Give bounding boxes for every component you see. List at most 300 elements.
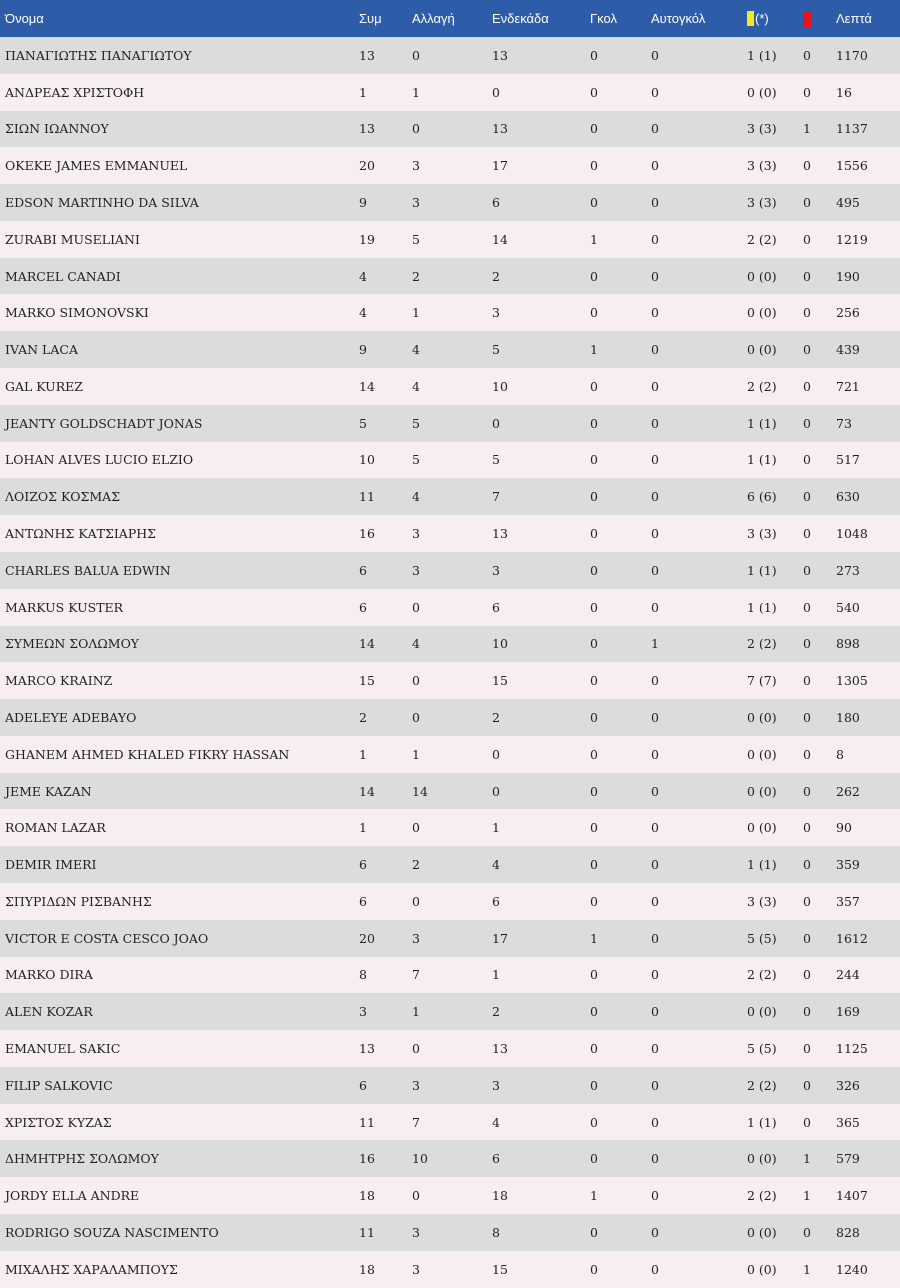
cell-starting: 0	[492, 415, 500, 431]
cell-minutes: 517	[836, 452, 860, 468]
cell-own-goals: 0	[651, 121, 659, 137]
cell-appearances: 15	[359, 673, 375, 689]
cell-appearances: 11	[359, 1114, 375, 1130]
cell-minutes: 495	[836, 195, 860, 211]
cell-own-goals: 0	[651, 930, 659, 946]
cell-yellow-cards: 3 (3)	[747, 526, 777, 542]
table-row	[0, 1067, 900, 1104]
cell-minutes: 326	[836, 1077, 860, 1093]
cell-yellow-cards: 0 (0)	[747, 783, 777, 799]
cell-minutes: 1556	[836, 158, 868, 174]
cell-player-name: GHANEM AHMED KHALED FIKRY HASSAN	[5, 746, 290, 762]
cell-player-name: MARKUS KUSTER	[5, 599, 124, 615]
cell-goals: 0	[590, 378, 598, 394]
cell-own-goals: 0	[651, 893, 659, 909]
column-header-red-cards[interactable]	[798, 0, 831, 37]
cell-appearances: 5	[359, 415, 367, 431]
table-row	[0, 1140, 900, 1177]
cell-goals: 1	[590, 231, 598, 247]
cell-red-cards: 0	[803, 709, 811, 725]
column-header-yellow-cards[interactable]	[742, 0, 798, 37]
cell-starting: 8	[492, 1224, 500, 1240]
table-row	[0, 74, 900, 111]
cell-minutes: 180	[836, 709, 860, 725]
cell-appearances: 14	[359, 636, 375, 652]
table-row	[0, 37, 900, 74]
table-row	[0, 515, 900, 552]
cell-own-goals: 0	[651, 47, 659, 63]
cell-substitute: 3	[412, 930, 420, 946]
table-row	[0, 957, 900, 994]
cell-player-name: MARCEL CANADI	[5, 268, 121, 284]
cell-minutes: 357	[836, 893, 860, 909]
cell-appearances: 1	[359, 746, 367, 762]
cell-substitute: 5	[412, 452, 420, 468]
cell-goals: 0	[590, 268, 598, 284]
table-row	[0, 626, 900, 663]
column-header-sub[interactable]: Αλλαγή	[412, 11, 455, 26]
cell-starting: 13	[492, 1040, 508, 1056]
cell-red-cards: 0	[803, 636, 811, 652]
table-row	[0, 111, 900, 148]
cell-own-goals: 0	[651, 709, 659, 725]
column-header-own-goals[interactable]: Αυτογκόλ	[651, 11, 706, 26]
cell-player-name: VICTOR E COSTA CESCO JOAO	[5, 930, 209, 946]
table-row	[0, 1177, 900, 1214]
table-row	[0, 331, 900, 368]
cell-minutes: 190	[836, 268, 860, 284]
cell-goals: 0	[590, 121, 598, 137]
cell-minutes: 1048	[836, 526, 868, 542]
table-row	[0, 773, 900, 810]
cell-minutes: 1612	[836, 930, 868, 946]
cell-yellow-cards: 0 (0)	[747, 709, 777, 725]
cell-minutes: 1137	[836, 121, 868, 137]
cell-substitute: 3	[412, 1077, 420, 1093]
cell-substitute: 4	[412, 342, 420, 358]
cell-red-cards: 0	[803, 673, 811, 689]
cell-yellow-cards: 0 (0)	[747, 1224, 777, 1240]
cell-starting: 6	[492, 893, 500, 909]
cell-substitute: 1	[412, 1004, 420, 1020]
cell-player-name: RODRIGO SOUZA NASCIMENTO	[5, 1224, 219, 1240]
cell-substitute: 3	[412, 526, 420, 542]
cell-starting: 0	[492, 84, 500, 100]
cell-appearances: 3	[359, 1004, 367, 1020]
cell-red-cards: 0	[803, 930, 811, 946]
cell-player-name: ΑΝΔΡΕΑΣ ΧΡΙΣΤΟΦΗ	[5, 84, 145, 100]
table-row	[0, 442, 900, 479]
cell-substitute: 0	[412, 893, 420, 909]
table-row	[0, 405, 900, 442]
cell-starting: 10	[492, 378, 508, 394]
cell-starting: 4	[492, 1114, 500, 1130]
yellow-card-icon	[747, 11, 754, 26]
red-card-icon	[803, 11, 811, 27]
cell-yellow-cards: 0 (0)	[747, 84, 777, 100]
cell-substitute: 0	[412, 121, 420, 137]
cell-own-goals: 0	[651, 820, 659, 836]
cell-substitute: 7	[412, 1114, 420, 1130]
cell-own-goals: 0	[651, 1188, 659, 1204]
cell-player-name: ΧΡΙΣΤΟΣ ΚΥΖΑΣ	[5, 1114, 112, 1130]
cell-minutes: 1125	[836, 1040, 868, 1056]
table-header-row	[0, 0, 900, 37]
cell-player-name: ALEN KOZAR	[5, 1004, 93, 1020]
cell-substitute: 0	[412, 599, 420, 615]
cell-red-cards: 0	[803, 820, 811, 836]
cell-goals: 0	[590, 1040, 598, 1056]
cell-appearances: 13	[359, 1040, 375, 1056]
cell-starting: 15	[492, 1261, 508, 1277]
cell-appearances: 16	[359, 1151, 375, 1167]
cell-appearances: 2	[359, 709, 367, 725]
cell-appearances: 6	[359, 562, 367, 578]
cell-yellow-cards: 2 (2)	[747, 378, 777, 394]
cell-own-goals: 0	[651, 231, 659, 247]
cell-red-cards: 0	[803, 489, 811, 505]
cell-own-goals: 0	[651, 1114, 659, 1130]
cell-starting: 2	[492, 1004, 500, 1020]
cell-appearances: 9	[359, 342, 367, 358]
cell-goals: 0	[590, 820, 598, 836]
cell-goals: 0	[590, 746, 598, 762]
cell-appearances: 10	[359, 452, 375, 468]
cell-goals: 0	[590, 452, 598, 468]
cell-player-name: ΣΙΩΝ ΙΩΑΝΝΟΥ	[5, 121, 109, 137]
cell-red-cards: 0	[803, 783, 811, 799]
column-header-name[interactable]: Όνομα	[5, 11, 44, 26]
cell-starting: 7	[492, 489, 500, 505]
cell-goals: 0	[590, 893, 598, 909]
cell-substitute: 0	[412, 820, 420, 836]
cell-own-goals: 0	[651, 268, 659, 284]
cell-minutes: 1240	[836, 1261, 868, 1277]
table-row	[0, 294, 900, 331]
table-row	[0, 589, 900, 626]
cell-player-name: ΑΝΤΩΝΗΣ ΚΑΤΣΙΑΡΗΣ	[5, 526, 156, 542]
cell-player-name: ROMAN LAZAR	[5, 820, 106, 836]
table-row	[0, 920, 900, 957]
cell-yellow-cards: 1 (1)	[747, 1114, 777, 1130]
cell-player-name: ΠΑΝΑΓΙΩΤΗΣ ΠΑΝΑΓΙΩΤΟΥ	[5, 47, 192, 63]
cell-yellow-cards: 3 (3)	[747, 893, 777, 909]
cell-substitute: 0	[412, 709, 420, 725]
cell-appearances: 8	[359, 967, 367, 983]
cell-substitute: 3	[412, 1261, 420, 1277]
cell-goals: 0	[590, 195, 598, 211]
cell-own-goals: 0	[651, 452, 659, 468]
cell-minutes: 1407	[836, 1188, 868, 1204]
cell-yellow-cards: 0 (0)	[747, 1004, 777, 1020]
cell-substitute: 1	[412, 305, 420, 321]
cell-substitute: 0	[412, 1188, 420, 1204]
cell-yellow-cards: 5 (5)	[747, 930, 777, 946]
cell-yellow-cards: 3 (3)	[747, 195, 777, 211]
cell-own-goals: 0	[651, 783, 659, 799]
cell-starting: 1	[492, 820, 500, 836]
cell-substitute: 1	[412, 84, 420, 100]
cell-starting: 2	[492, 709, 500, 725]
cell-appearances: 18	[359, 1188, 375, 1204]
cell-red-cards: 0	[803, 158, 811, 174]
cell-player-name: EMANUEL SAKIC	[5, 1040, 121, 1056]
cell-starting: 15	[492, 673, 508, 689]
cell-minutes: 828	[836, 1224, 860, 1240]
table-row	[0, 883, 900, 920]
cell-own-goals: 0	[651, 857, 659, 873]
cell-starting: 17	[492, 930, 508, 946]
cell-player-name: ΣΥΜΕΩΝ ΣΟΛΩΜΟΥ	[5, 636, 140, 652]
table-row	[0, 478, 900, 515]
cell-minutes: 256	[836, 305, 860, 321]
cell-substitute: 7	[412, 967, 420, 983]
cell-red-cards: 1	[803, 1188, 811, 1204]
cell-appearances: 13	[359, 47, 375, 63]
cell-goals: 0	[590, 967, 598, 983]
cell-red-cards: 0	[803, 342, 811, 358]
cell-player-name: GAL KUREZ	[5, 378, 83, 394]
cell-yellow-cards: 2 (2)	[747, 1077, 777, 1093]
table-row	[0, 368, 900, 405]
cell-yellow-cards: 5 (5)	[747, 1040, 777, 1056]
table-row	[0, 1214, 900, 1251]
cell-appearances: 13	[359, 121, 375, 137]
cell-minutes: 540	[836, 599, 860, 615]
yellow-cards-header-suffix: (*)	[755, 11, 769, 26]
cell-appearances: 14	[359, 378, 375, 394]
cell-goals: 0	[590, 709, 598, 725]
cell-red-cards: 0	[803, 195, 811, 211]
cell-red-cards: 1	[803, 121, 811, 137]
cell-yellow-cards: 3 (3)	[747, 121, 777, 137]
cell-minutes: 1170	[836, 47, 868, 63]
cell-starting: 3	[492, 562, 500, 578]
cell-goals: 0	[590, 1114, 598, 1130]
table-row	[0, 846, 900, 883]
cell-player-name: JORDY ELLA ANDRE	[5, 1188, 140, 1204]
cell-starting: 1	[492, 967, 500, 983]
cell-goals: 0	[590, 1224, 598, 1240]
cell-appearances: 6	[359, 893, 367, 909]
cell-yellow-cards: 1 (1)	[747, 562, 777, 578]
cell-yellow-cards: 0 (0)	[747, 1151, 777, 1167]
cell-goals: 0	[590, 1004, 598, 1020]
cell-minutes: 273	[836, 562, 860, 578]
cell-appearances: 6	[359, 1077, 367, 1093]
cell-player-name: LOHAN ALVES LUCIO ELZIO	[5, 452, 194, 468]
cell-own-goals: 0	[651, 195, 659, 211]
cell-yellow-cards: 2 (2)	[747, 231, 777, 247]
cell-goals: 0	[590, 857, 598, 873]
cell-yellow-cards: 0 (0)	[747, 342, 777, 358]
column-header-starting[interactable]: Ενδεκάδα	[492, 11, 549, 26]
cell-red-cards: 0	[803, 599, 811, 615]
cell-appearances: 9	[359, 195, 367, 211]
cell-appearances: 11	[359, 489, 375, 505]
cell-own-goals: 0	[651, 305, 659, 321]
cell-own-goals: 0	[651, 378, 659, 394]
cell-starting: 3	[492, 305, 500, 321]
cell-minutes: 244	[836, 967, 860, 983]
cell-yellow-cards: 1 (1)	[747, 599, 777, 615]
cell-substitute: 0	[412, 47, 420, 63]
cell-appearances: 16	[359, 526, 375, 542]
cell-minutes: 579	[836, 1151, 860, 1167]
cell-substitute: 3	[412, 158, 420, 174]
cell-appearances: 11	[359, 1224, 375, 1240]
cell-own-goals: 0	[651, 489, 659, 505]
cell-substitute: 2	[412, 268, 420, 284]
cell-starting: 14	[492, 231, 508, 247]
cell-appearances: 20	[359, 930, 375, 946]
cell-goals: 1	[590, 930, 598, 946]
cell-player-name: MARKO SIMONOVSKI	[5, 305, 149, 321]
cell-red-cards: 0	[803, 378, 811, 394]
cell-own-goals: 0	[651, 158, 659, 174]
cell-yellow-cards: 1 (1)	[747, 857, 777, 873]
cell-starting: 2	[492, 268, 500, 284]
cell-own-goals: 0	[651, 1151, 659, 1167]
cell-red-cards: 1	[803, 1261, 811, 1277]
table-row	[0, 1030, 900, 1067]
cell-own-goals: 0	[651, 1077, 659, 1093]
cell-red-cards: 0	[803, 268, 811, 284]
cell-own-goals: 0	[651, 84, 659, 100]
cell-minutes: 721	[836, 378, 860, 394]
cell-starting: 13	[492, 47, 508, 63]
cell-minutes: 1305	[836, 673, 868, 689]
cell-player-name: IVAN LACA	[5, 342, 78, 358]
cell-minutes: 16	[836, 84, 852, 100]
cell-red-cards: 0	[803, 1114, 811, 1130]
cell-goals: 0	[590, 783, 598, 799]
cell-yellow-cards: 1 (1)	[747, 415, 777, 431]
table-row	[0, 221, 900, 258]
cell-starting: 6	[492, 599, 500, 615]
cell-appearances: 4	[359, 268, 367, 284]
cell-substitute: 14	[412, 783, 428, 799]
cell-red-cards: 0	[803, 562, 811, 578]
cell-goals: 0	[590, 673, 598, 689]
cell-red-cards: 0	[803, 452, 811, 468]
cell-red-cards: 0	[803, 857, 811, 873]
cell-goals: 0	[590, 1151, 598, 1167]
cell-appearances: 19	[359, 231, 375, 247]
cell-yellow-cards: 3 (3)	[747, 158, 777, 174]
cell-red-cards: 0	[803, 1077, 811, 1093]
cell-goals: 0	[590, 47, 598, 63]
cell-red-cards: 0	[803, 526, 811, 542]
table-row	[0, 809, 900, 846]
cell-red-cards: 0	[803, 1004, 811, 1020]
cell-own-goals: 0	[651, 526, 659, 542]
cell-appearances: 4	[359, 305, 367, 321]
cell-own-goals: 0	[651, 673, 659, 689]
cell-starting: 6	[492, 1151, 500, 1167]
cell-minutes: 439	[836, 342, 860, 358]
cell-player-name: MARKO DIRA	[5, 967, 93, 983]
cell-substitute: 4	[412, 489, 420, 505]
cell-player-name: ΣΠΥΡΙΔΩΝ ΡΙΣΒΑΝΗΣ	[5, 893, 152, 909]
cell-appearances: 1	[359, 84, 367, 100]
column-header-minutes[interactable]: Λεπτά	[836, 11, 872, 26]
cell-player-name: ZURABI MUSELIANI	[5, 231, 140, 247]
cell-goals: 0	[590, 489, 598, 505]
table-row	[0, 184, 900, 221]
table-row	[0, 736, 900, 773]
cell-player-name: JEME KAZAN	[5, 783, 92, 799]
cell-minutes: 8	[836, 746, 844, 762]
cell-goals: 0	[590, 1261, 598, 1277]
cell-starting: 5	[492, 452, 500, 468]
cell-goals: 0	[590, 526, 598, 542]
column-header-goals[interactable]: Γκολ	[590, 11, 617, 26]
cell-goals: 0	[590, 305, 598, 321]
cell-red-cards: 0	[803, 84, 811, 100]
cell-minutes: 1219	[836, 231, 868, 247]
cell-yellow-cards: 0 (0)	[747, 268, 777, 284]
cell-appearances: 1	[359, 820, 367, 836]
cell-yellow-cards: 0 (0)	[747, 820, 777, 836]
cell-substitute: 3	[412, 195, 420, 211]
cell-substitute: 5	[412, 415, 420, 431]
cell-appearances: 18	[359, 1261, 375, 1277]
cell-red-cards: 0	[803, 967, 811, 983]
table-row	[0, 1251, 900, 1288]
cell-substitute: 2	[412, 857, 420, 873]
cell-yellow-cards: 0 (0)	[747, 1261, 777, 1277]
cell-goals: 0	[590, 158, 598, 174]
cell-minutes: 169	[836, 1004, 860, 1020]
cell-minutes: 359	[836, 857, 860, 873]
cell-minutes: 898	[836, 636, 860, 652]
cell-starting: 13	[492, 121, 508, 137]
cell-goals: 1	[590, 342, 598, 358]
cell-yellow-cards: 1 (1)	[747, 47, 777, 63]
cell-own-goals: 0	[651, 1040, 659, 1056]
cell-own-goals: 0	[651, 1261, 659, 1277]
cell-appearances: 14	[359, 783, 375, 799]
cell-goals: 0	[590, 636, 598, 652]
cell-minutes: 262	[836, 783, 860, 799]
cell-own-goals: 0	[651, 342, 659, 358]
cell-starting: 0	[492, 746, 500, 762]
cell-goals: 0	[590, 599, 598, 615]
cell-starting: 10	[492, 636, 508, 652]
cell-own-goals: 1	[651, 636, 659, 652]
cell-red-cards: 0	[803, 893, 811, 909]
column-header-apps[interactable]: Συμ	[359, 11, 382, 26]
cell-appearances: 6	[359, 857, 367, 873]
cell-yellow-cards: 7 (7)	[747, 673, 777, 689]
cell-substitute: 3	[412, 1224, 420, 1240]
cell-own-goals: 0	[651, 967, 659, 983]
cell-red-cards: 0	[803, 1224, 811, 1240]
cell-goals: 0	[590, 415, 598, 431]
cell-red-cards: 0	[803, 1040, 811, 1056]
table-row	[0, 552, 900, 589]
cell-starting: 0	[492, 783, 500, 799]
cell-player-name: OKEKE JAMES EMMANUEL	[5, 158, 188, 174]
cell-starting: 6	[492, 195, 500, 211]
cell-red-cards: 0	[803, 231, 811, 247]
cell-player-name: JEANTY GOLDSCHADT JONAS	[5, 415, 203, 431]
cell-player-name: ADELEYE ADEBAYO	[5, 709, 137, 725]
cell-substitute: 0	[412, 673, 420, 689]
cell-goals: 0	[590, 84, 598, 100]
cell-starting: 18	[492, 1188, 508, 1204]
